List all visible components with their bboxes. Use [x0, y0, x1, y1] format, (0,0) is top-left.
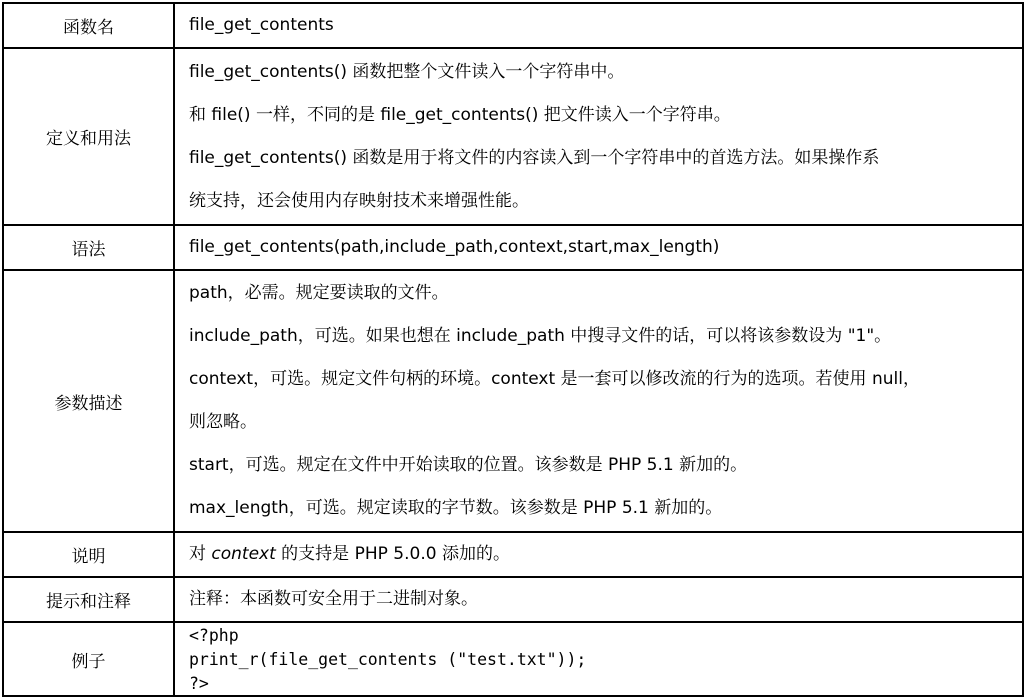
value-definition [174, 48, 1023, 225]
definition-line: file_get_contents() 函数是用于将文件的内容读入到一个字符串中的首选方法。如果操作系 [189, 147, 880, 168]
label-definition: 定义和用法 [3, 48, 174, 225]
label-function-name: 函数名 [3, 3, 174, 48]
param-line: start，可选。规定在文件中开始读取的位置。该参数是 PHP 5.1 新加的。 [189, 455, 748, 475]
tips-text: 注释：本函数可安全用于二进制对象。 [189, 589, 478, 609]
row-note [3, 532, 1023, 577]
function-name-text: file_get_contents [189, 15, 334, 35]
param-line: path，必需。规定要读取的文件。 [189, 283, 449, 303]
param-line: include_path，可选。如果也想在 include_path 中搜寻文件的话，可以将该参数设为 "1"。 [189, 326, 892, 346]
param-line: 则忽略。 [189, 412, 257, 432]
label-parameters: 参数描述 [3, 270, 174, 532]
label-syntax: 语法 [3, 225, 174, 270]
value-note [174, 532, 1023, 577]
row-syntax [3, 225, 1023, 270]
definition-line: 和 file() 一样，不同的是 file_get_contents() 把文件读入一个字符串。 [189, 104, 731, 125]
label-tips: 提示和注释 [3, 577, 174, 622]
syntax-text: file_get_contents(path,include_path,context,start,max_length) [189, 237, 720, 257]
example-code-line: ?> [189, 674, 209, 693]
label-note: 说明 [3, 532, 174, 577]
value-parameters [174, 270, 1023, 532]
value-tips [174, 577, 1023, 622]
row-tips [3, 577, 1023, 622]
definition-line: file_get_contents() 函数把整个文件读入一个字符串中。 [189, 61, 625, 82]
example-code-line: <?php [189, 626, 239, 645]
value-example [174, 622, 1023, 696]
row-parameters [3, 270, 1023, 532]
value-function-name [174, 3, 1023, 48]
definition-line: 统支持，还会使用内存映射技术来增强性能。 [189, 190, 529, 211]
param-line: max_length，可选。规定读取的字节数。该参数是 PHP 5.1 新加的。 [189, 498, 723, 518]
note-suffix: 的支持是 PHP 5.0.0 添加的。 [275, 544, 510, 564]
function-doc-table [2, 2, 1024, 697]
row-example [3, 622, 1023, 696]
row-function-name [3, 3, 1023, 48]
label-example: 例子 [3, 622, 174, 696]
param-line: context，可选。规定文件句柄的环境。context 是一套可以修改流的行为的选项。若使用 null， [189, 369, 920, 389]
row-definition [3, 48, 1023, 225]
note-prefix: 对 [189, 544, 212, 564]
note-text [189, 533, 1014, 576]
value-syntax [174, 225, 1023, 270]
example-code-line: print_r(file_get_contents ("test.txt")); [189, 650, 587, 669]
note-italic-term: context [211, 544, 276, 564]
